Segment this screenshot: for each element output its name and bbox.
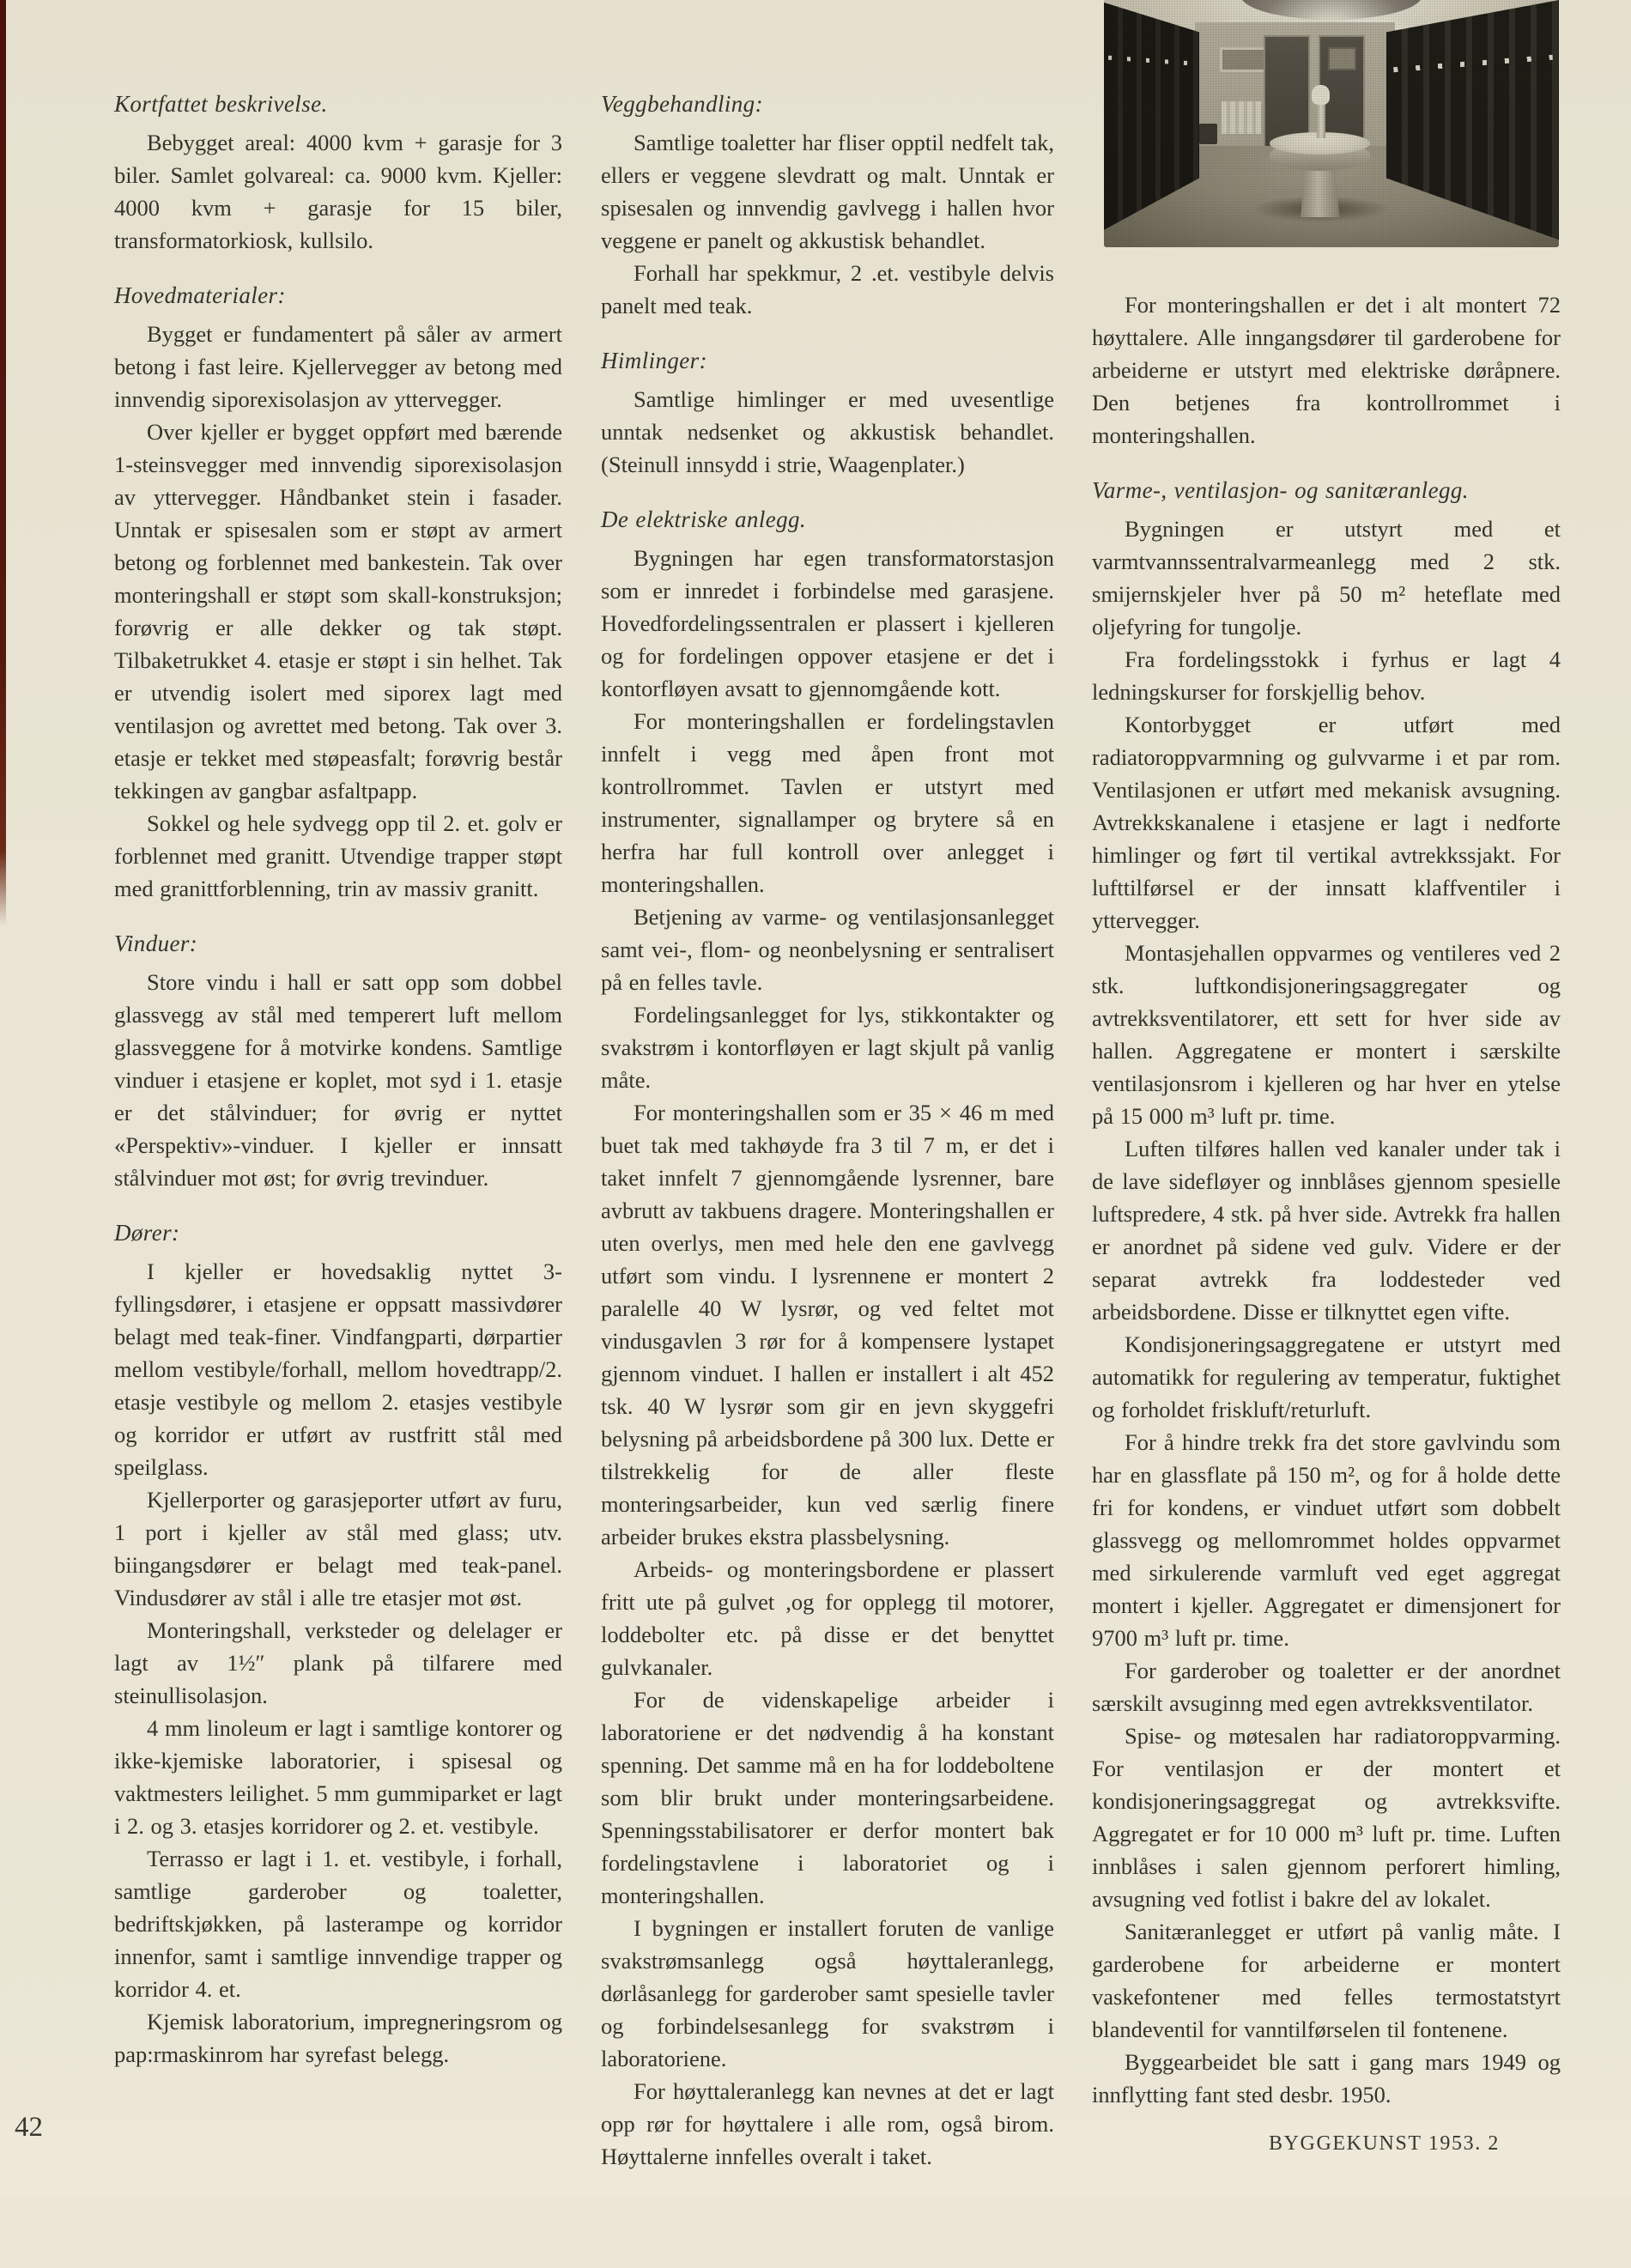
body-paragraph: Kontorbygget er utført med radiatoroppvarmning og gulvvarme i et par rom. Ventilasjonen er utført med mekanisk avsugning. Avtrekkskanalene i etasjene er lagt i nedforte himlinger og ført til vertikal avtrekkssjakt. For lufttilførsel er der innsatt klaffventiler i yttervegger. bbox=[1092, 712, 1561, 933]
text-column-2 bbox=[601, 88, 1054, 2173]
body-paragraph: Arbeids- og monteringsbordene er plassert fritt ute på gulvet ,og for opplegg til motorer, loddebolter etc. på disse er det benyttet gulvkanaler. bbox=[601, 1556, 1054, 1680]
body-paragraph: Bygningen er utstyrt med et varmtvannssentralvarmeanlegg med 2 stk. smijernskjeler hver på 50 m² heteflate med oljefyring for tungolje. bbox=[1092, 516, 1561, 640]
body-paragraph: For å hindre trekk fra det store gavlvindu som har en glassflate på 150 m², og for å holde dette fri for kondens, er vinduet utført som dobbelt glassvegg og mellomrommet holdes oppvarmet med sirkulerende varmluft ved eget aggregat montert i kjeller. Aggregatet er dimensjonert for 9700 m³ luft pr. time. bbox=[1092, 1429, 1561, 1651]
body-paragraph: Bebygget areal: 4000 kvm + garasje for 3 biler. Samlet golvareal: ca. 9000 kvm. Kjeller: 4000 kvm + garasje for 15 biler, transformatorkiosk, kullsilo. bbox=[114, 130, 562, 253]
body-paragraph: Store vindu i hall er satt opp som dobbel glassvegg av stål med temperert luft mellom glassveggene for å motvirke kondens. Samtlige vinduer i etasjene er koplet, mot syd i 1. etasje er det stålvinduer; for øvrig er nyttet «Perspektiv»-vinduer. I kjeller er innsatt stålvinduer mot øst; for øvrig trevinduer. bbox=[114, 969, 562, 1191]
body-paragraph: Montasjehallen oppvarmes og ventileres ved 2 stk. luftkondisjoneringsaggregater og avtrekksventilatorer, ett sett for hver side av hallen. Aggregatene er montert i særskilte ventilasjonsrom i kjelleren og har hver en ytelse på 15 000 m³ luft pr. time. bbox=[1092, 940, 1561, 1129]
section-heading: Dører: bbox=[114, 1220, 180, 1246]
spine-edge bbox=[0, 0, 6, 925]
section-heading: Hovedmaterialer: bbox=[114, 282, 286, 308]
body-paragraph: 4 mm linoleum er lagt i samtlige kontorer og ikke-kjemiske laboratorier, i spisesal og vaktmesters leilighet. 5 mm gummiparket er lagt i 2. og 3. etasjes korridorer og 2. et. vestibyle. bbox=[114, 1715, 562, 1839]
body-paragraph: Sokkel og hele sydvegg opp til 2. et. golv er forblennet med granitt. Utvendige trapper støpt med granittforblenning, trin av massiv granitt. bbox=[114, 810, 562, 901]
body-paragraph: For de videnskapelige arbeider i laboratoriene er det nødvendig å ha konstant spenning. Det samme må en ha for loddeboltene som blir brukt under monteringsarbeidene. Spenningsstabilisatorer er derfor montert bak fordelingstavlene i laboratoriet og i monteringshallen. bbox=[601, 1687, 1054, 1908]
text-column-1 bbox=[114, 88, 562, 2071]
body-paragraph: For garderober og toaletter er der anordnet særskilt avsuginng med egen avtrekksventilator. bbox=[1092, 1658, 1561, 1716]
body-paragraph: For høyttaleranlegg kan nevnes at det er lagt opp rør for høyttalere i alle rom, også birom. Høyttalerne innfelles overalt i taket. bbox=[601, 2078, 1054, 2169]
body-paragraph: Forhall har spekkmur, 2 .et. vestibyle delvis panelt med teak. bbox=[601, 260, 1054, 318]
section-heading: Veggbehandling: bbox=[601, 91, 763, 117]
body-paragraph: For monteringshallen er fordelingstavlen innfelt i vegg med åpen front mot kontrollrommet. Tavlen er utstyrt med instrumenter, signallamper og brytere så en herfra har full kontroll over anlegget i monteringshallen. bbox=[601, 708, 1054, 897]
body-paragraph: Fordelingsanlegget for lys, stikkontakter og svakstrøm i kontorfløyen er lagt skjult på vanlig måte. bbox=[601, 1002, 1054, 1093]
body-paragraph: Kjellerporter og garasjeporter utført av furu, 1 port i kjeller av stål med glass; utv. biingangsdører er belagt med teak-panel. Vindusdører av stål i alle tre etasjer mot øst. bbox=[114, 1487, 562, 1610]
body-paragraph: Terrasso er lagt i 1. et. vestibyle, i forhall, samtlige garderober og toaletter, bedriftskjøkken, på lasterampe og korridor innenfor, samt i samtlige innvendige trapper og korridor 4. et. bbox=[114, 1846, 562, 2002]
body-paragraph: For monteringshallen som er 35 × 46 m med buet tak med takhøyde fra 3 til 7 m, er det i taket innfelt 7 gjennomgående lysrenner, bare avbrutt av takbuens dragere. Monteringshallen er uten overlys, men med hele den ene gavlvegg utført som vindu. I lysrennene er montert 2 paralelle 40 W lysrør, og ved feltet mot vindusgavlen 3 rør for å kompensere lystapet gjennom vinduet. I hallen er installert i alt 452 tsk. 40 W lysrør som gir en jevn skyggefri belysning på arbeidsbordene på 300 lux. Dette er tilstrekkelig for de aller fleste monteringsarbeider, kun ved særlig finere arbeider brukes ekstra plassbelysning. bbox=[601, 1100, 1054, 1549]
section-heading: Himlinger: bbox=[601, 348, 707, 373]
body-paragraph: Monteringshall, verksteder og delelager er lagt av 1½″ plank på tilfarere med steinullisolasjon. bbox=[114, 1617, 562, 1708]
body-paragraph: I kjeller er hovedsaklig nyttet 3-fyllingsdører, i etasjene er oppsatt massivdører belagt med teak-finer. Vindfangparti, dørpartier mellom vestibyle/forhall, mellom hovedtrapp/2. etasje vestibyle og mellom 2. etasjes vestibyle og korridor er utført av rustfritt stål med speilglass. bbox=[114, 1258, 562, 1480]
photo-halftone-grain bbox=[1104, 0, 1559, 247]
section-heading: Vinduer: bbox=[114, 931, 198, 956]
body-paragraph: Byggearbeidet ble satt i gang mars 1949 og innflytting fant sted desbr. 1950. bbox=[1092, 2049, 1561, 2107]
section-heading: Varme-, ventilasjon- og sanitæranlegg. bbox=[1092, 477, 1469, 503]
body-paragraph: Samtlige toaletter har fliser opptil nedfelt tak, ellers er veggene slevdratt og malt. Unntak er spisesalen og innvendig gavlvegg i hallen hvor veggene er panelt og akkustisk behandlet. bbox=[601, 130, 1054, 253]
body-paragraph: Bygget er fundamentert på såler av armert betong i fast leire. Kjellervegger av betong med innvendig siporexisolasjon av yttervegger. bbox=[114, 321, 562, 412]
body-paragraph: I bygningen er installert foruten de vanlige svakstrømsanlegg også høyttaleranlegg, dørlåsanlegg for garderober samt spesielle tavler og forbindelsesanlegg for svakstrøm i laboratoriene. bbox=[601, 1915, 1054, 2071]
body-paragraph: Sanitæranlegget er utført på vanlig måte. I garderobene for arbeiderne er montert vaskefontener med felles termostatstyrt blandeventil for vanntilførselen til fontenene. bbox=[1092, 1919, 1561, 2042]
body-paragraph: Spise- og møtesalen har radiatoroppvarming. For ventilasjon er der montert et kondisjoneringsaggregat og avtrekksvifte. Aggregatet er for 10 000 m³ luft pr. time. Luften innblåses i salen gjennom perforert himling, avsugning ved fotlist i bakre del av lokalet. bbox=[1092, 1723, 1561, 1912]
section-heading: De elektriske anlegg. bbox=[601, 506, 807, 532]
section-heading: Kortfattet beskrivelse. bbox=[114, 91, 328, 117]
text-column-3 bbox=[1092, 288, 1561, 2111]
page-number: 42 bbox=[15, 2112, 43, 2143]
locker-room-photo bbox=[1104, 0, 1559, 247]
body-paragraph: For monteringshallen er det i alt montert 72 høyttalere. Alle inngangsdører til garderobene for arbeiderne er utstyrt med elektriske døråpnere. Den betjenes fra kontrollrommet i monteringshallen. bbox=[1092, 292, 1561, 448]
body-paragraph: Fra fordelingsstokk i fyrhus er lagt 4 ledningskurser for forskjellig behov. bbox=[1092, 646, 1561, 705]
body-paragraph: Over kjeller er bygget oppført med bærende 1-steinsvegger med innvendig siporexisolasjon av yttervegger. Håndbanket stein i fasader. Unntak er spisesalen som er støpt av armert betong og forblennet med bankestein. Tak over monteringshall er støpt som skall-konstruksjon; forøvrig er alle dekker og tak støpt. Tilbaketrukket 4. etasje er støpt i sin helhet. Tak er utvendig isolert med siporex lagt med ventilasjon og avrettet med betong. Tak over 3. etasje er tekket med støpeasfalt; forøvrig består tekkingen av gangbar asfaltpapp. bbox=[114, 419, 562, 804]
body-paragraph: Luften tilføres hallen ved kanaler under tak i de lave sidefløyer og innblåses gjennom spesielle luftspredere, 4 stk. på hver side. Avtrekk fra hallen er anordnet på sidene ved gulv. Videre er der separat avtrekk fra loddesteder ved arbeidsbordene. Disse er tilknyttet egen vifte. bbox=[1092, 1136, 1561, 1325]
body-paragraph: Kjemisk laboratorium, impregneringsrom og pap:rmaskinrom har syrefast belegg. bbox=[114, 2009, 562, 2067]
body-paragraph: Kondisjoneringsaggregatene er utstyrt med automatikk for regulering av temperatur, fuktighet og forholdet friskluft/returluft. bbox=[1092, 1331, 1561, 1422]
body-paragraph: Betjening av varme- og ventilasjonsanlegget samt vei-, flom- og neonbelysning er sentralisert på en felles tavle. bbox=[601, 904, 1054, 995]
body-paragraph: Bygningen har egen transformatorstasjon som er innredet i forbindelse med garasjene. Hovedfordelingssentralen er plassert i kjelleren og for fordelingen oppover etasjene er det i kontorfløyen avsatt to gjennomgående kott. bbox=[601, 545, 1054, 701]
body-paragraph: Samtlige himlinger er med uvesentlige unntak nedsenket og akkustisk behandlet. (Steinull innsydd i strie, Waagenplater.) bbox=[601, 386, 1054, 477]
journal-footer: BYGGEKUNST 1953. 2 bbox=[1269, 2132, 1501, 2155]
